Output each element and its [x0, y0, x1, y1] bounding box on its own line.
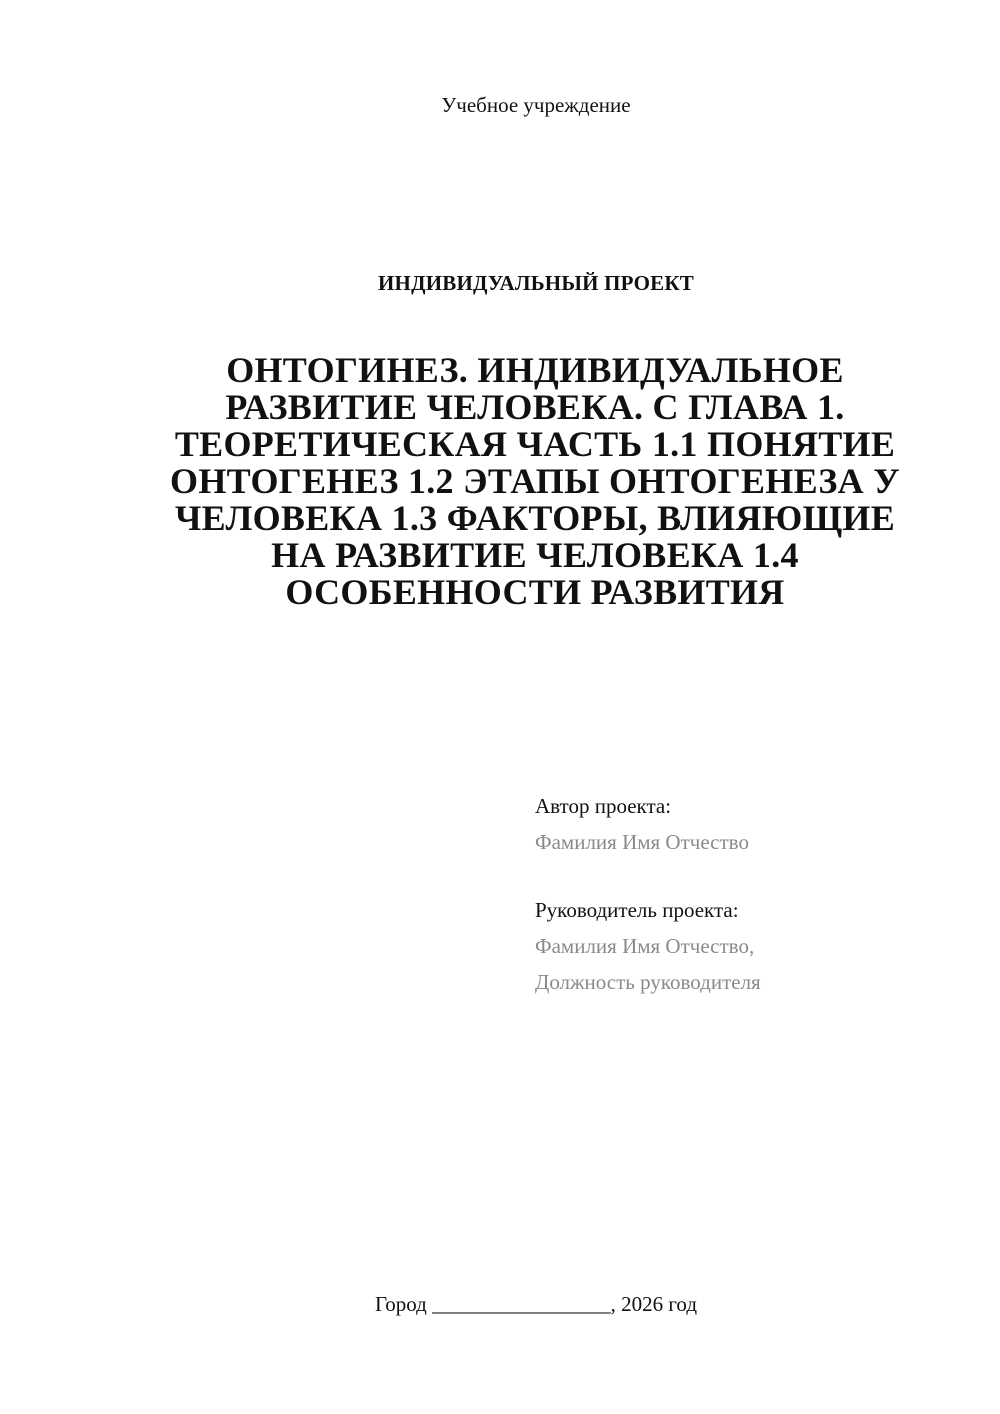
supervisor-position: Должность руководителя: [535, 970, 761, 994]
city-year-footer: Город _________________, 2026 год: [374, 1292, 698, 1316]
project-type-heading: ИНДИВИДУАЛЬНЫЙ ПРОЕКТ: [378, 271, 694, 295]
project-title-line: ОНТОГЕНЕЗ 1.2 ЭТАПЫ ОНТОГЕНЕЗА У: [170, 461, 900, 501]
project-title-line: РАЗВИТИЕ ЧЕЛОВЕКА. С ГЛАВА 1.: [225, 387, 845, 427]
project-title-line: ОНТОГИНЕЗ. ИНДИВИДУАЛЬНОЕ: [226, 350, 844, 390]
project-title-line: ЧЕЛОВЕКА 1.3 ФАКТОРЫ, ВЛИЯЮЩИЕ: [174, 498, 896, 538]
author-name: Фамилия Имя Отчество: [535, 830, 749, 854]
project-title-line: НА РАЗВИТИЕ ЧЕЛОВЕКА 1.4: [271, 535, 799, 575]
author-label: Автор проекта:: [535, 794, 672, 818]
supervisor-label: Руководитель проекта:: [535, 898, 739, 922]
author-block: [535, 788, 975, 1000]
author-block-spacer: [535, 860, 975, 892]
project-title: [150, 352, 920, 611]
supervisor-name: Фамилия Имя Отчество,: [535, 934, 755, 958]
institution-name: Учебное учреждение: [441, 93, 631, 117]
project-title-line: ТЕОРЕТИЧЕСКАЯ ЧАСТЬ 1.1 ПОНЯТИЕ: [174, 424, 896, 464]
project-title-line: ОСОБЕННОСТИ РАЗВИТИЯ: [285, 572, 785, 612]
